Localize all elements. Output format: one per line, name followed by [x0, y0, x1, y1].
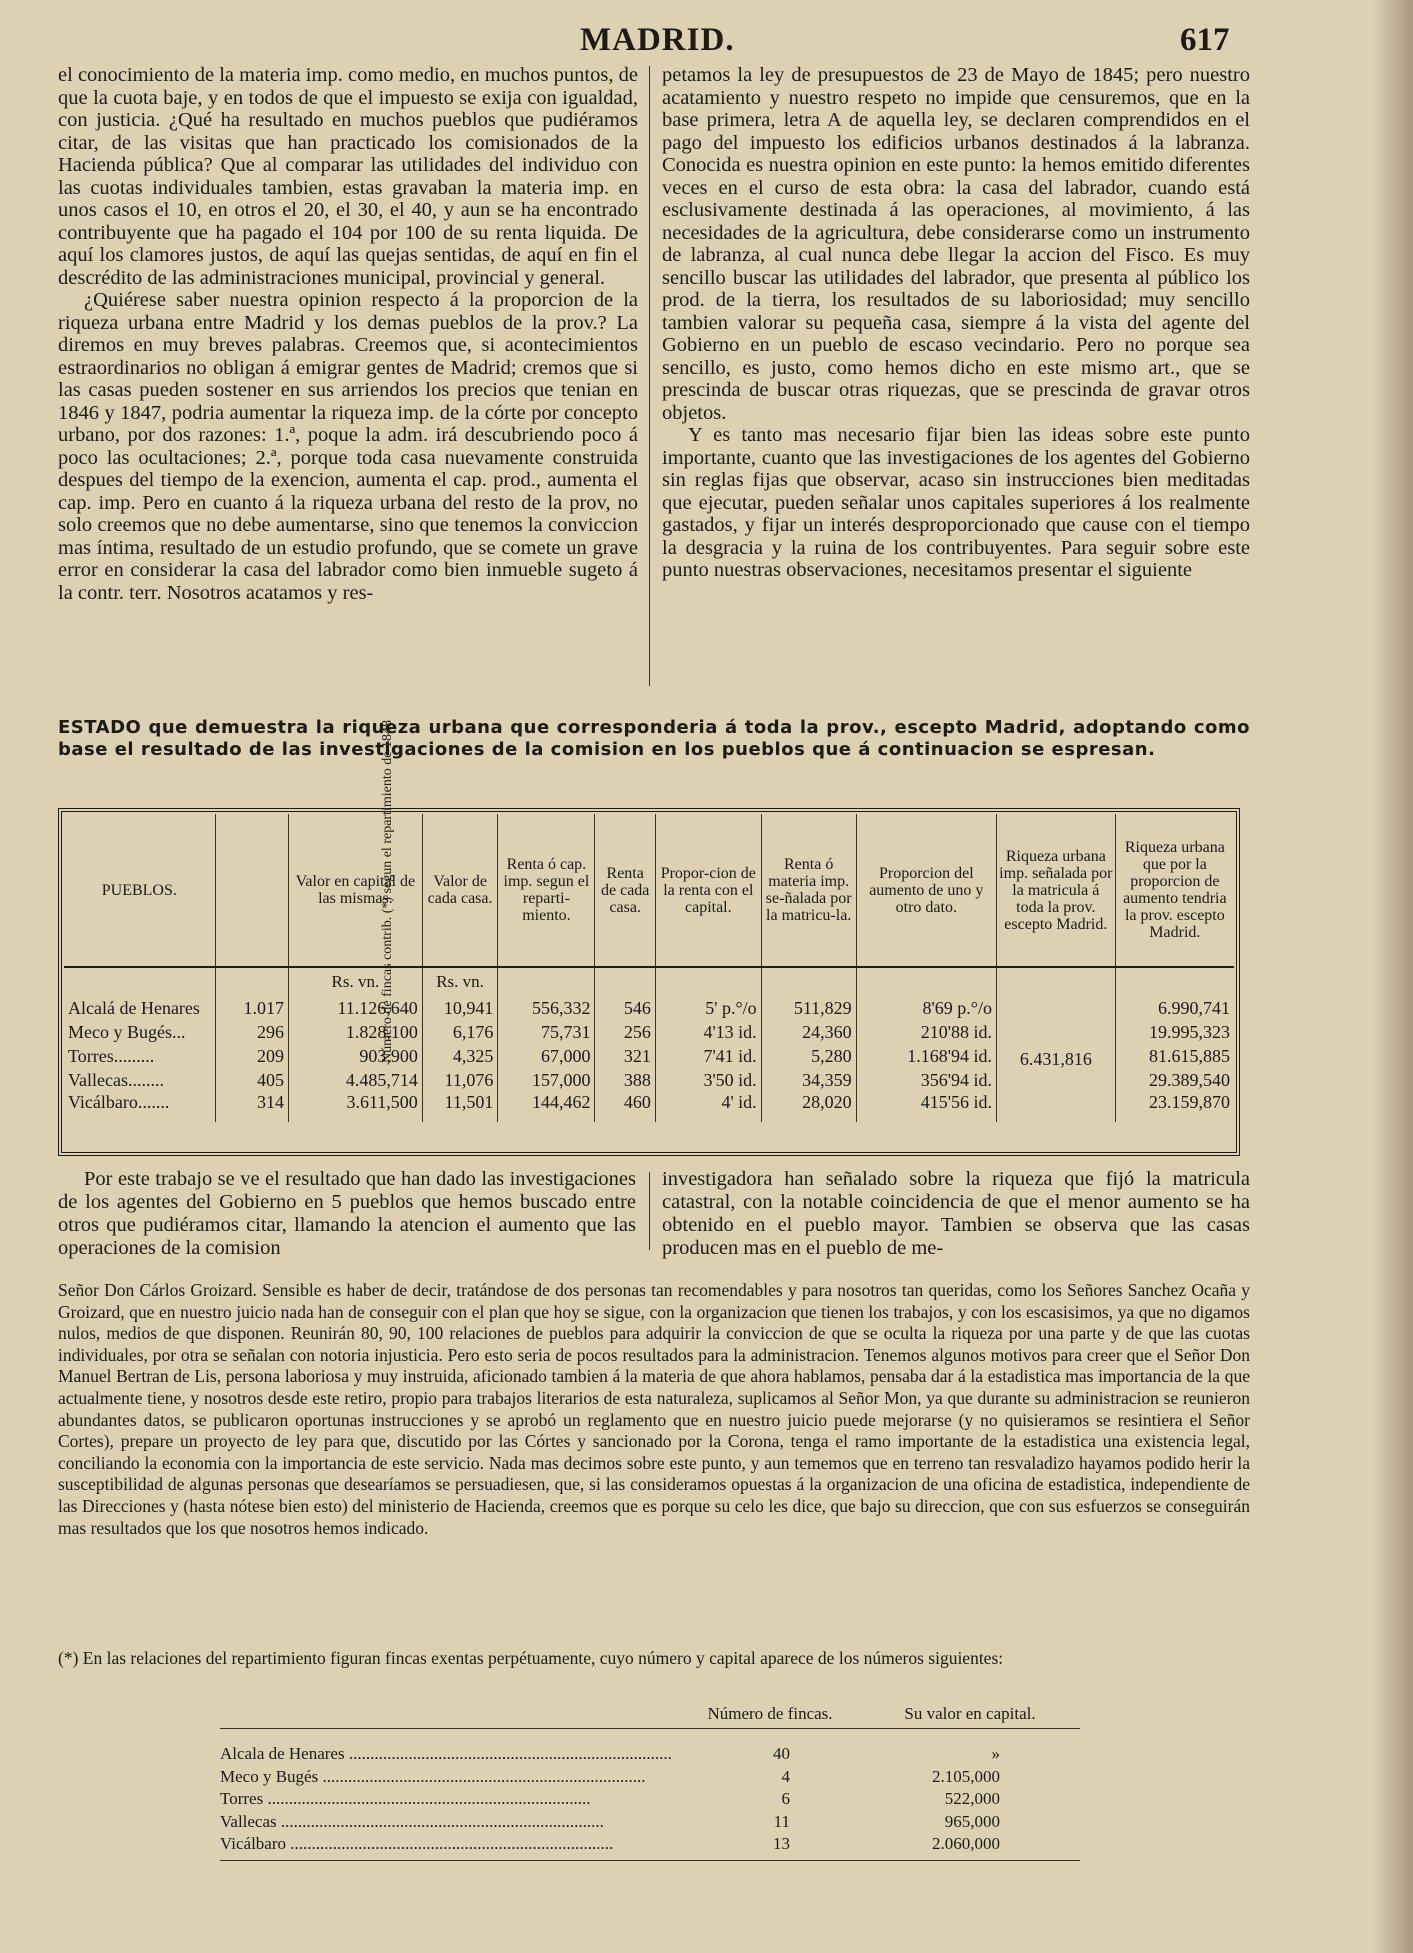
cell-renta-cap: 556,332	[498, 996, 595, 1020]
cell-proporcion: 7'41 id.	[655, 1044, 761, 1068]
exempt-value: 2.105,000	[932, 1766, 1000, 1786]
cell-fincas: 209	[215, 1044, 288, 1068]
cell-riqueza-prov: 19.995,323	[1149, 1021, 1230, 1042]
cell-fincas: 296	[215, 1020, 288, 1044]
cell-renta-casa: 321	[595, 1044, 655, 1068]
cell-valor-capital: 1.828,100	[288, 1020, 422, 1044]
page-number: 617	[1180, 22, 1230, 58]
exempt-header-value: Su valor en capital.	[904, 1704, 1036, 1723]
page-edge-shadow	[1373, 0, 1413, 1953]
exempt-value: 2.060,000	[932, 1834, 1000, 1854]
table-title: ESTADO que demuestra la riqueza urbana que corresponderia á toda la prov., escepto Madrid, adoptando como base el resultado de las investigaciones de la comision en los pueblos que á continuacion se espresan.	[58, 717, 1250, 760]
cell-fincas: 405	[215, 1068, 288, 1092]
exempt-table-rule	[220, 1860, 1080, 1861]
left-paragraph-1: el conocimiento de la materia imp. como medio, en muchos puntos, de que la cuota baje, y en todos de que el impuesto se exija con igualdad, con justicia. ¿Qué ha resultado en muchos pueblos que pudiéramos citar, de las visitas que han practicado los comisionados de la Hacienda pública? Que al comparar las utilidades del individuo con las cuotas individuales tambien, estas gravaban la materia imp. en unos casos el 10, en otros el 20, el 30, el 40, y aun se ha encontrado contribuyente que ha pagado el 104 por 100 de su renta liquida. De aquí los clamores justos, de aquí las quejas sentidas, de aquí en fin el descrédito de las administraciones municipal, provincial y general.	[58, 64, 638, 289]
exempt-name: Meco y Bugés .....	[220, 1767, 740, 1787]
exempt-count: 6	[781, 1789, 790, 1809]
header-proporcion: Propor-cion de la renta con el capital.	[655, 814, 761, 967]
header-riqueza-prov: Riqueza urbana que por la proporcion de aumento tendria la prov. escepto Madrid.	[1115, 814, 1234, 967]
right-paragraph-2: Y es tanto mas necesario fijar bien las ideas sobre este punto importante, cuanto que las investigaciones de los agentes del Gobierno sin reglas fijas que observar, acaso sin instrucciones bien meditadas que ejecutar, pueden señalar unos capitales superiores á los realmente gastados, y fijar un interés desproporcionado que cause con el tiempo la desgracia y la ruina de los contribuyentes. Para seguir sobre este punto nuestras observaciones, necesitamos presentar el siguiente	[662, 424, 1250, 581]
exempt-table	[220, 1700, 1080, 1861]
cell-pueblo: Vicálbaro.......	[64, 1092, 215, 1122]
column-divider	[649, 66, 650, 686]
cell-renta-casa: 460	[595, 1092, 655, 1122]
units-valor-casa: Rs. vn.	[422, 967, 498, 996]
cell-fincas: 314	[215, 1092, 288, 1122]
cell-riqueza-prov: 81.615,885	[1149, 1045, 1230, 1066]
cell-renta-cap: 67,000	[498, 1044, 595, 1068]
footnote	[58, 1280, 1250, 1539]
left-column	[58, 64, 638, 696]
exempt-name: Vicálbaro .....	[220, 1834, 740, 1854]
cell-valor-casa: 6,176	[422, 1020, 498, 1044]
units-valor-capital: Rs. vn.	[288, 967, 422, 996]
left-paragraph-2: ¿Quiérese saber nuestra opinion respecto á la proporcion de la riqueza urbana entre Madrid y los demas pueblos de la prov.? La diremos en muy breves palabras. Creemos que, si acontecimientos estraordinarios no obligan á emigrar gentes de Madrid; cremos que si las casas pueden sostener en sus arriendos los precios que tenian en 1846 y 1847, podria aumentar la riqueza imp. de la córte por concepto urbano, por dos razones: 1.ª, poque la adm. irá descubriendo poco á poco las ocultaciones; 2.ª, porque toda casa nuevamente construida despues del tiempo de la exencion, aumenta el cap. prod., aumenta el cap. imp. Pero en cuanto á la riqueza urbana del resto de la prov, no solo creemos que no debe aumentarse, sino que tenemos la conviccion mas íntima, resultado de un estudio profundo, que se comete un grave error en considerar la casa del labrador como bien inmueble sugeto á la contr. terr. Nosotros acatamos y res-	[58, 289, 638, 604]
cell-renta-matricula: 5,280	[761, 1044, 856, 1068]
cell-renta-matricula: 34,359	[761, 1068, 856, 1092]
right-column	[662, 64, 1250, 696]
list-item	[220, 1788, 1080, 1811]
cell-renta-matricula: 28,020	[761, 1092, 856, 1122]
cell-renta-matricula: 511,829	[761, 996, 856, 1020]
cell-renta-casa: 546	[595, 996, 655, 1020]
cell-renta-matricula: 24,360	[761, 1020, 856, 1044]
running-title: MADRID.	[580, 22, 735, 58]
cell-fincas: 1.017	[215, 996, 288, 1020]
exempt-table-header	[220, 1700, 1080, 1729]
cell-valor-casa: 10,941	[422, 996, 498, 1020]
header-valor-casa: Valor de cada casa.	[422, 814, 498, 967]
exempt-value: 965,000	[944, 1811, 1000, 1831]
exempt-count: 11	[773, 1811, 790, 1831]
exempt-name: Vallecas .....	[220, 1812, 740, 1832]
header-renta-casa: Renta de cada casa.	[595, 814, 655, 967]
cell-riqueza-prov: 29.389,540	[1149, 1069, 1230, 1090]
cell-renta-cap: 157,000	[498, 1068, 595, 1092]
exempt-name: Torres .....	[220, 1789, 740, 1809]
list-item	[220, 1811, 1080, 1834]
header-riqueza-matricula: Riqueza urbana imp. señalada por la matricula á toda la prov. escepto Madrid.	[996, 814, 1115, 967]
cell-proporcion: 3'50 id.	[655, 1068, 761, 1092]
cell-pueblo: Torres.........	[64, 1044, 215, 1068]
cell-pueblo: Meco y Bugés...	[64, 1020, 215, 1044]
cell-valor-casa: 11,076	[422, 1068, 498, 1092]
header-renta-cap: Renta ó cap. imp. segun el reparti-miento.	[498, 814, 595, 967]
asterisk-note: (*) En las relaciones del repartimiento figuran fincas exentas perpétuamente, cuyo número y capital aparece de los números siguientes:	[58, 1648, 1004, 1668]
cell-valor-casa: 4,325	[422, 1044, 498, 1068]
cell-aumento: 210'88 id.	[856, 1020, 996, 1044]
cell-aumento: 8'69 p.°/o	[856, 996, 996, 1020]
cell-aumento: 356'94 id.	[856, 1068, 996, 1092]
cell-valor-capital: 11.126,640	[288, 996, 422, 1020]
list-item	[220, 1743, 1080, 1766]
exempt-count: 40	[773, 1744, 790, 1764]
cell-renta-casa: 256	[595, 1020, 655, 1044]
after-table-divider	[649, 1172, 650, 1250]
exempt-name: Alcala de Henares .....	[220, 1744, 740, 1764]
units-row	[64, 967, 1234, 996]
header-aumento: Proporcion del aumento de uno y otro dato.	[856, 814, 996, 967]
cell-valor-capital: 4.485,714	[288, 1068, 422, 1092]
cell-valor-capital: 903,900	[288, 1044, 422, 1068]
cell-valor-capital: 3.611,500	[288, 1092, 422, 1122]
exempt-value: 522,000	[944, 1789, 1000, 1809]
exempt-header-count: Número de fincas.	[707, 1704, 833, 1723]
exempt-count: 4	[781, 1766, 790, 1786]
cell-pueblo: Alcalá de Henares	[64, 996, 215, 1020]
cell-riqueza-prov: 23.159,870	[1149, 1092, 1230, 1112]
cell-proporcion: 4' id.	[655, 1092, 761, 1122]
list-item	[220, 1833, 1080, 1856]
cell-pueblo: Vallecas........	[64, 1068, 215, 1092]
cell-renta-casa: 388	[595, 1068, 655, 1092]
table-row	[64, 996, 1234, 1020]
after-table-left: Por este trabajo se ve el resultado que han dado las investigaciones de los agentes del Gobierno en 5 pueblos que hemos buscado entre otros que pudiéramos citar, llamando la atencion el aumento que las operaciones de la comision	[58, 1168, 636, 1259]
cell-proporcion: 5' p.°/o	[655, 996, 761, 1020]
cell-aumento: 415'56 id.	[856, 1092, 996, 1122]
cell-renta-cap: 144,462	[498, 1092, 595, 1122]
cell-riqueza-matricula-total: 6.431,816	[996, 996, 1115, 1122]
exempt-value: »	[991, 1744, 1000, 1764]
header-fincas-text: Número de fincas contrib. (*) segun el repartimiento de 1848	[379, 719, 395, 1063]
after-table-right: investigadora han señalado sobre la riqueza que fijó la matricula catastral, con la notable coincidencia de que el menor aumento se ha obtenido en el pueblo mayor. Tambien se observa que las casas producen mas en el pueblo de me-	[662, 1168, 1250, 1259]
exempt-count: 13	[773, 1834, 790, 1854]
cell-renta-cap: 75,731	[498, 1020, 595, 1044]
cell-aumento: 1.168'94 id.	[856, 1044, 996, 1068]
list-item	[220, 1766, 1080, 1789]
header-valor-capital: Valor en capital de las mismas.	[288, 814, 422, 967]
cell-riqueza-prov: 6.990,741	[1158, 997, 1230, 1018]
cell-valor-casa: 11,501	[422, 1092, 498, 1122]
header-pueblos: PUEBLOS.	[64, 814, 215, 967]
right-paragraph-1: petamos la ley de presupuestos de 23 de Mayo de 1845; pero nuestro acatamiento y nuestro respeto no impide que censuremos, que en la base primera, letra A de aquella ley, se declaren comprendidos en el pago del impuesto los edificios urbanos destinados á la labranza. Conocida es nuestra opinion en este punto: la hemos emitido diferentes veces en el curso de esta obra: la casa del labrador, cuando está esclusivamente destinada á las operaciones, al movimiento, á las necesidades de la agricultura, debe considerarse como un instrumento de labranza, al cual nunca debe llegar la accion del Fisco. Es muy sencillo buscar las utilidades del labrador, que presenta al público los prod. de la tierra, los resultados de su laboriosidad; muy sencillo tambien valorar su pequeña casa, siempre á la vista del agente del Gobierno en un pueblo de escaso vecindario. Pero no porque sea sencillo, es justo, como hemos dicho en este mismo art., que se prescinda de buscar otras riquezas, que se prescinda de gravar otros objetos.	[662, 64, 1250, 424]
cell-proporcion: 4'13 id.	[655, 1020, 761, 1044]
header-renta-matricula: Renta ó materia imp. se-ñalada por la matricu-la.	[761, 814, 856, 967]
footnote-text: Señor Don Cárlos Groizard. Sensible es haber de decir, tratándose de dos personas tan recomendables y para nosotros tan queridas, como los Señores Sanchez Ocaña y Groizard, que en nuestro juicio nada han de conseguir con el plan que hoy se sigue, con la organizacion que tienen los trabajos, y con los escasisimos, ya que no digamos nulos, medios de que disponen. Reunirán 80, 90, 100 relaciones de pueblos para adquirir la conviccion de que se oculta la riqueza por una parte y de que las cuotas individuales, por otra se señalan con notoria injusticia. Pero esto seria de pocos resultados para la administracion. Tenemos algunos motivos para creer que el Señor Don Manuel Bertran de Lis, persona laboriosa y muy instruida, aficionado tambien á la materia de que ahora hablamos, pensaba dar á la estadistica mas importancia de la que actualmente tiene, y nosotros desde este retiro, propio para trabajos literarios de esta naturaleza, suplicamos al Señor Mon, ya que durante su administracion se reunieron abundantes datos, se publicaron oportunas instrucciones y se aprobó un reglamento que en nuestro juicio puede mejorarse (y no quisieramos se resintiera el Señor Cortes), prepare un proyecto de ley para que, discutido por las Córtes y sancionado por la Corona, tenga el ramo importante de la estadistica una existencia legal, conciliando la economia con la importancia de este servicio. Nada mas decimos sobre este punto, y aun tememos que en terreno tan resvaladizo hayamos podido herir la susceptibilidad de algunas personas que desearíamos se persuadiesen, que, si las consideramos opuestas á la organizacion de una oficina de estadistica, independiente de las Direcciones y (hasta nótese bien esto) del ministerio de Hacienda, creemos que es porque su celo les dice, que bajo su direccion, que con sus esfuerzos se conseguirán mas resultados que los que nosotros hemos indicado.	[58, 1280, 1250, 1538]
